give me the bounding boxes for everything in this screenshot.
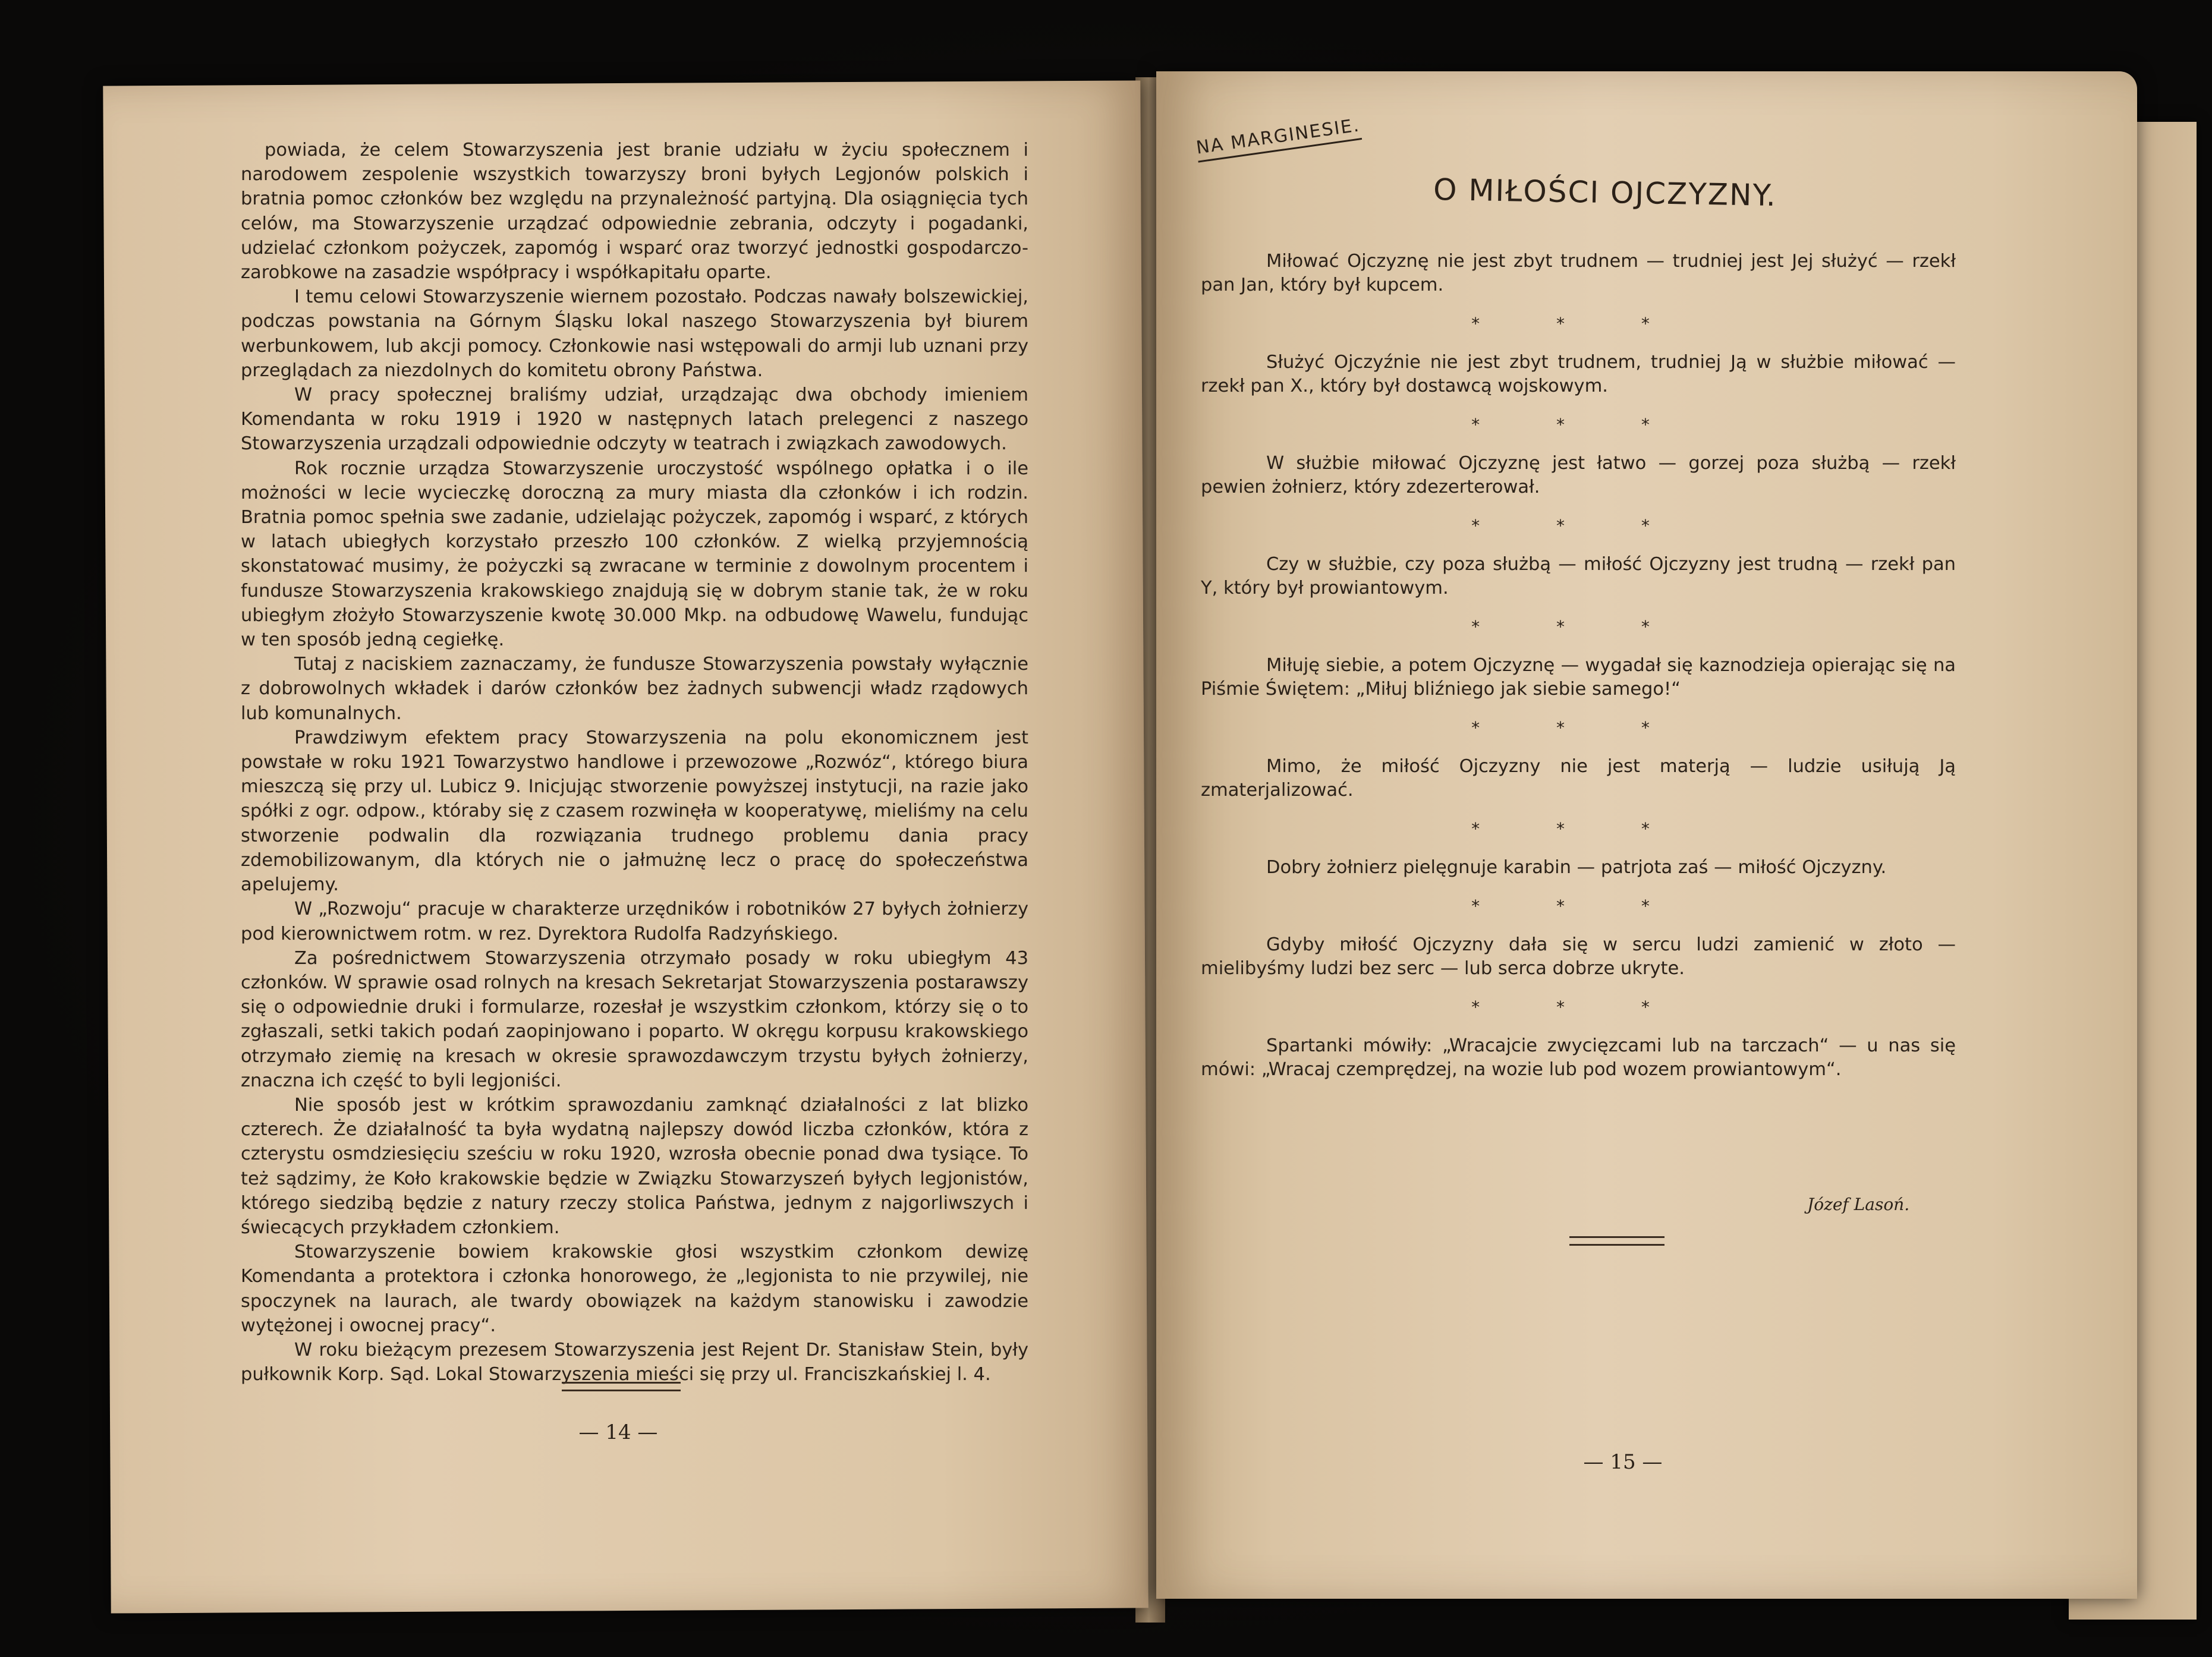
paragraph: W roku bieżącym prezesem Stowarzyszenia jest Rejent Dr. Stanisław Stein, były pułkownik Korp. Sąd. Lokal Stowarzyszenia mieści się przy ul. Franciszkańskiej l. 4.	[241, 1339, 1028, 1385]
paragraph: W „Rozwoju“ pracuje w charakterze urzędników i robotników 27 byłych żołnierzy pod kierownictwem rotm. w rez. Dyrektora Rudolfa Radzyńskiego.	[241, 899, 1028, 944]
double-rule-divider	[562, 1382, 681, 1391]
paragraph: Nie sposób jest w krótkim sprawozdaniu zamknąć działalności z lat blizko czterech. Że działalność ta była wydatną najlepszy dowód liczba członków, która z czterystu osmdziesięciu sześciu w roku 1920, wzrosła obecnie ponad dwa tysiące. To też sądzimy, że Koło krakowskie będzie w Związku Stowarzyszeń byłych legjonistów, którego siedzibą będzie z natury rzeczy stolica Państwa, jednym z najgorliwszych i świecących przykładem członkiem.	[241, 1094, 1028, 1238]
asterism-separator: * * *	[1471, 617, 1685, 637]
paragraph: powiada, że celem Stowarzyszenia jest branie udziału w życiu społecznem i narodowem zespolenie wszystkich towarzyszy broni byłych Legjonów polskich i bratnia pomoc członków bez względu na przynależność partyjną. Dla osiągnięcia tych celów, ma Stowarzyszenie urządzać odpowiednie zebrania, odczyty i pogadanki, udzielać członkom pożyczek, zapomóg i wsparć oraz tworzyć jednostki gospodarczo-zarobkowe na zasadzie współpracy i współkapitału oparte.	[241, 140, 1028, 283]
aphorism: Gdyby miłość Ojczyzny dała się w sercu ludzi zamienić w złoto — mielibyśmy ludzi bez serc — lub serca dobrze ukryte.	[1201, 934, 1956, 979]
aphorism: Dobry żołnierz pielęgnuje karabin — patrjota zaś — miłość Ojczyzny.	[1266, 857, 1887, 878]
paragraph: W pracy społecznej braliśmy udział, urządzając dwa obchody imieniem Komendanta w roku 1919 i 1920 w następnych latach prelegenci z naszego Stowarzyszenia urządzali odpowiednie odczyty w teatrach i związkach zawodowych.	[241, 385, 1028, 455]
article-title: O MIŁOŚCI OJCZYZNY.	[1433, 172, 1777, 213]
asterism-separator: * * *	[1471, 896, 1685, 916]
asterism-separator: * * *	[1471, 718, 1685, 738]
paragraph: Rok rocznie urządza Stowarzyszenie uroczystość wspólnego opłatka i o ile możności w lecie wycieczkę doroczną za mury miasta dla członków i ich rodzin. Bratnia pomoc spełnia swe zadanie, udzielając pożyczek, zapomóg i wsparć, z których w latach ubiegłych korzystało przeszło 100 członków. Z wielką przyjemnością skonstatować musimy, że pożyczki są zwracane w terminie z dowolnym procentem i fundusze Stowarzyszenia krakowskiego znajdują się w dobrym stanie tak, że w roku ubiegłym złożyło Stowarzyszenie kwotę 30.000 Mkp. na odbudowę Wawelu, fundując w ten sposób jedną cegiełkę.	[241, 458, 1028, 651]
paragraph: I temu celowi Stowarzyszenie wiernem pozostało. Podczas nawały bolszewickiej, podczas powstania na Górnym Śląsku lokal naszego Stowarzyszenia był biurem werbunkowem, lub akcji pomocy. Członkowie nasi wstępowali do armji lub uznani przy przeglądach za niezdolnych do komitetu obrony Państwa.	[241, 286, 1028, 381]
author-signature: Józef Lasoń.	[1807, 1195, 1910, 1214]
paragraph: Stowarzyszenie bowiem krakowskie głosi wszystkim członkom dewizę Komendanta a protektora i członka honorowego, że „legjonista to nie przywilej, nie spoczynek na laurach, ale twardy obowiązek na każdym stanowisku i zawodzie wytężonej i owocnej pracy“.	[241, 1242, 1028, 1336]
asterism-separator: * * *	[1471, 314, 1685, 333]
aphorism: Mimo, że miłość Ojczyzny nie jest materją — ludzie usiłują Ją zmaterjalizować.	[1201, 756, 1956, 801]
page-number-left: — 14 —	[578, 1420, 658, 1444]
double-rule-divider	[1569, 1236, 1664, 1246]
aphorism: Służyć Ojczyźnie nie jest zbyt trudnem, trudniej Ją w służbie miłować — rzekł pan X., który był dostawcą wojskowym.	[1201, 352, 1956, 396]
paragraph: Tutaj z naciskiem zaznaczamy, że fundusze Stowarzyszenia powstały wyłącznie z dobrowolnych wkładek i darów członków bez żadnych subwencji władz rządowych lub komunalnych.	[241, 654, 1028, 724]
left-page-body	[241, 138, 1028, 1387]
section-label: NA MARGINESIE.	[1195, 115, 1362, 162]
aphorism: Spartanki mówiły: „Wracajcie zwycięzcami lub na tarczach“ — u nas się mówi: „Wracaj czemprędzej, na wozie lub pod wozem prowiantowym“.	[1201, 1035, 1956, 1080]
aphorism: Czy w służbie, czy poza służbą — miłość Ojczyzny jest trudną — rzekł pan Y, który był prowiantowym.	[1201, 554, 1956, 598]
asterism-separator: * * *	[1471, 415, 1685, 434]
asterism-separator: * * *	[1471, 516, 1685, 535]
paragraph: Prawdziwym efektem pracy Stowarzyszenia na polu ekonomicznem jest powstałe w roku 1921 Towarzystwo handlowe i przewozowe „Rozwóz“, którego biura mieszczą się przy ul. Lubicz 9. Inicjując stworzenie powyższej instytucji, na razie jako spółki z ogr. odpow., któraby się z czasem rozwinęła w kooperatywę, mieliśmy na celu stworzenie podwalin dla rozwiązania trudnego problemu dania pracy zdemobilizowanym, dla których nie o jałmużnę lecz o pracę do społeczeństwa apelujemy.	[241, 727, 1028, 896]
page-number-right: — 15 —	[1583, 1450, 1663, 1474]
aphorism-list	[1201, 250, 1956, 1082]
aphorism: W służbie miłować Ojczyznę jest łatwo — gorzej poza służbą — rzekł pewien żołnierz, który zdezerterował.	[1201, 453, 1956, 497]
asterism-separator: * * *	[1471, 997, 1685, 1017]
asterism-separator: * * *	[1471, 819, 1685, 839]
aphorism: Miłuję siebie, a potem Ojczyznę — wygadał się kaznodzieja opierając się na Piśmie Świętem: „Miłuj bliźniego jak siebie samego!“	[1201, 655, 1956, 700]
paragraph: Za pośrednictwem Stowarzyszenia otrzymało posady w roku ubiegłym 43 członków. W sprawie osad rolnych na kresach Sekretarjat Stowarzyszenia postarawszy się o odpowiednie druki i formularze, rozesłał je wszystkim członkom, którzy się o to zgłaszali, setki takich podań zaopinjowano i poparto. W okręgu korpusu krakowskiego otrzymało ziemię na kresach w okresie sprawozdawczym trzystu byłych żołnierzy, znaczna ich część to byli legjoniści.	[241, 947, 1028, 1091]
aphorism: Miłować Ojczyznę nie jest zbyt trudnem — trudniej jest Jej służyć — rzekł pan Jan, który był kupcem.	[1201, 251, 1956, 295]
